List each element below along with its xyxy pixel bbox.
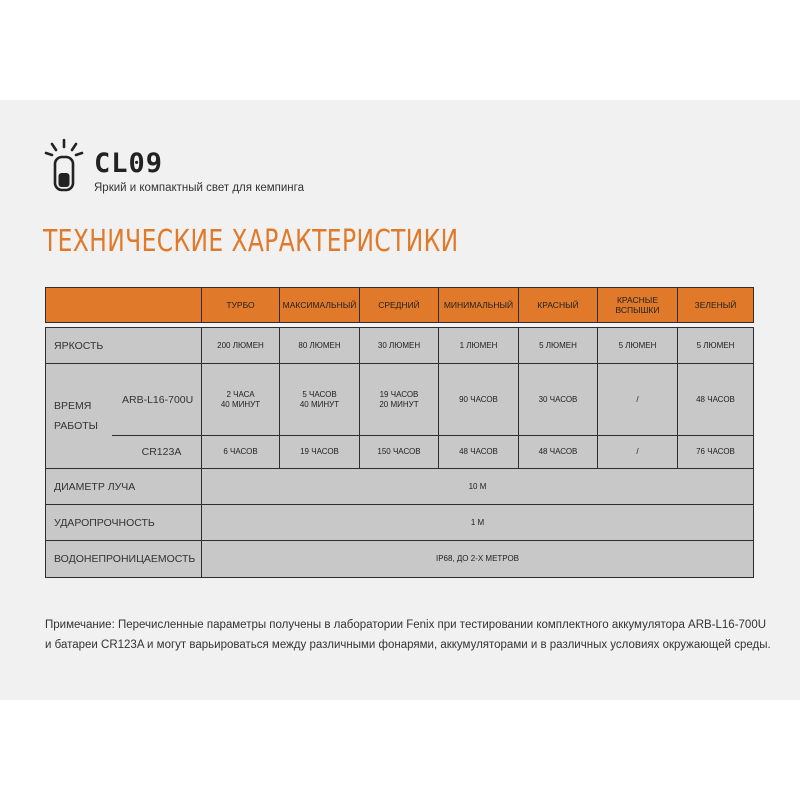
waterproof-label: ВОДОНЕПРОНИЦАЕМОСТЬ bbox=[46, 541, 202, 577]
header-cell-max: МАКСИМАЛЬНЫЙ bbox=[279, 288, 359, 322]
table-cell: / bbox=[598, 436, 678, 469]
table-cell: 30 ЛЮМЕН bbox=[360, 328, 439, 364]
table-cell: 1 ЛЮМЕН bbox=[439, 328, 519, 364]
table-cell: 19 ЧАСОВ bbox=[280, 436, 360, 469]
footnote-line1: Примечание: Перечисленные параметры получены в лаборатории Fenix при тестировании комплектного аккумулятора ARB-L16-700U bbox=[45, 619, 767, 631]
table-cell: 6 ЧАСОВ bbox=[202, 436, 280, 469]
table-cell: 48 ЧАСОВ bbox=[439, 436, 519, 469]
lantern-icon bbox=[44, 138, 84, 194]
impact-value: 1 М bbox=[202, 505, 753, 541]
beam-diameter-label: ДИАМЕТР ЛУЧА bbox=[46, 469, 202, 505]
table-cell: 80 ЛЮМЕН bbox=[280, 328, 360, 364]
table-cell: 150 ЧАСОВ bbox=[360, 436, 439, 469]
footnote-line2: и батареи CR123A и могут варьироваться между различными фонарями, аккумуляторами и в различных условиях окружающей среды. bbox=[45, 639, 771, 651]
table-cell: 5 ЛЮМЕН bbox=[519, 328, 598, 364]
table-cell: 30 ЧАСОВ bbox=[519, 364, 598, 436]
header-cell-medium: СРЕДНИЙ bbox=[359, 288, 438, 322]
header-cell-red-flash: КРАСНЫЕ ВСПЫШКИ bbox=[597, 288, 677, 322]
battery-cr123a-label: CR123A bbox=[112, 436, 202, 469]
model-name: CL09 bbox=[94, 148, 164, 179]
table-body bbox=[45, 327, 754, 578]
impact-label: УДАРОПРОЧНОСТЬ bbox=[46, 505, 202, 541]
table-cell: 19 ЧАСОВ 20 МИНУТ bbox=[360, 364, 439, 436]
table-cell: / bbox=[598, 364, 678, 436]
table-cell: 200 ЛЮМЕН bbox=[202, 328, 280, 364]
runtime-label bbox=[46, 364, 112, 469]
table-cell: 90 ЧАСОВ bbox=[439, 364, 519, 436]
footnote bbox=[45, 615, 771, 655]
waterproof-value: IP68, ДО 2-Х МЕТРОВ bbox=[435, 554, 520, 563]
section-title: ТЕХНИЧЕСКИЕ ХАРАКТЕРИСТИКИ bbox=[43, 224, 459, 259]
header-cell-turbo: ТУРБО bbox=[201, 288, 279, 322]
table-header bbox=[45, 287, 754, 323]
table-cell: 48 ЧАСОВ bbox=[519, 436, 598, 469]
header-cell-green: ЗЕЛЕНЫЙ bbox=[677, 288, 753, 322]
header-cell-red: КРАСНЫЙ bbox=[518, 288, 597, 322]
table-cell: 5 ЛЮМЕН bbox=[678, 328, 753, 364]
table-cell: 48 ЧАСОВ bbox=[678, 364, 753, 436]
table-cell: 5 ЧАСОВ 40 МИНУТ bbox=[280, 364, 360, 436]
tagline: Яркий и компактный свет для кемпинга bbox=[94, 182, 304, 194]
table-cell: 76 ЧАСОВ bbox=[678, 436, 753, 469]
battery-arb-label: ARB-L16-700U bbox=[112, 364, 202, 436]
brightness-label: ЯРКОСТЬ bbox=[46, 328, 202, 364]
table-cell: 5 ЛЮМЕН bbox=[598, 328, 678, 364]
table-cell: 2 ЧАСА 40 МИНУТ bbox=[202, 364, 280, 436]
runtime-label-line1: ВРЕМЯ bbox=[54, 400, 92, 412]
runtime-label-line2: РАБОТЫ bbox=[54, 420, 98, 432]
header-cell-min: МИНИМАЛЬНЫЙ bbox=[438, 288, 518, 322]
beam-diameter-value: 10 М bbox=[202, 469, 753, 505]
